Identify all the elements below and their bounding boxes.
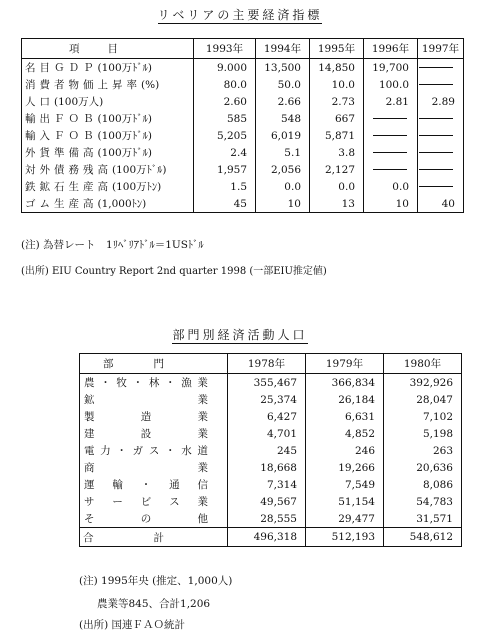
row-label: サ ー ビ ス 業 [84,496,208,508]
table-row [80,425,462,442]
cell-value: 14,850 [310,59,364,77]
table2-title: 部門別経済活動人口 [172,328,308,342]
table1-body [22,59,464,213]
economic-indicators-table [21,38,464,213]
cell-value: 7,549 [306,476,384,493]
row-label: 農 ・ 牧 ・ 林 ・ 漁 業 [84,377,208,389]
header-1995: 1995年 [310,39,364,59]
cell-value: 80.0 [194,76,256,93]
cell-value: 263 [384,442,462,459]
cell-value: 8,086 [384,476,462,493]
row-label: 電 力 ・ ガ ス ・ 水 道 [84,445,208,457]
table-row [80,374,462,392]
cell-value: 2.89 [418,93,464,110]
header-item: 項目 [22,39,194,59]
table2-source: (出所) 国連ＦＡＯ統計 [79,619,186,631]
table2-body [80,374,462,528]
cell-value: 10.0 [310,76,364,93]
cell-value: 3.8 [310,144,364,161]
header-1996: 1996年 [364,39,418,59]
header-1997: 1997年 [418,39,464,59]
table-row [22,93,464,110]
row-label: 消費者物価上昇率(%) [25,79,160,91]
table-header-row [80,354,462,374]
cell-value: 0.0 [310,178,364,195]
cell-value: 246 [306,442,384,459]
no-data-dash [418,59,464,77]
cell-value: 667 [310,110,364,127]
no-data-dash [364,144,418,161]
cell-value: 0.0 [364,178,418,195]
cell-value: 7,314 [228,476,306,493]
header-1980: 1980年 [384,354,462,374]
table1-source: (出所) EIU Country Report 2nd quarter 1998 (一部EIU推定値) [21,266,327,277]
table-row [22,178,464,195]
cell-value: 7,102 [384,408,462,425]
cell-value: 1,957 [194,161,256,178]
cell-value: 26,184 [306,391,384,408]
no-data-dash [364,127,418,144]
cell-value: 2,127 [310,161,364,178]
row-label: 輸入ＦＯＢ(100万ﾄﾞﾙ) [25,130,152,142]
cell-value: 2.81 [364,93,418,110]
cell-value: 2.73 [310,93,364,110]
row-label: 輸出ＦＯＢ(100万ﾄﾞﾙ) [25,113,152,125]
cell-value: 13,500 [256,59,310,77]
cell-value: 20,636 [384,459,462,476]
cell-value: 50.0 [256,76,310,93]
cell-value: 18,668 [228,459,306,476]
header-1993: 1993年 [194,39,256,59]
table-row [22,161,464,178]
cell-value: 29,477 [306,510,384,528]
row-label: 人口(100万人) [25,96,104,108]
cell-value: 51,154 [306,493,384,510]
cell-value: 10 [256,195,310,213]
table-row [80,459,462,476]
no-data-dash [418,161,464,178]
no-data-dash [418,76,464,93]
cell-value: 2.60 [194,93,256,110]
no-data-dash [364,110,418,127]
cell-value: 2.66 [256,93,310,110]
cell-value: 45 [194,195,256,213]
cell-value: 245 [228,442,306,459]
row-label: 製 造 業 [84,411,208,423]
cell-value: 9.000 [194,59,256,77]
cell-value: 392,926 [384,374,462,392]
cell-value: 40 [418,195,464,213]
row-label: 名目ＧＤＰ(100万ﾄﾞﾙ) [25,62,152,74]
cell-value: 49,567 [228,493,306,510]
cell-value: 5,205 [194,127,256,144]
table1-title: リベリアの主要経済指標 [157,8,323,22]
cell-value: 355,467 [228,374,306,392]
table-row [80,391,462,408]
cell-value: 585 [194,110,256,127]
total-1978: 496,318 [228,528,306,547]
cell-value: 2.4 [194,144,256,161]
cell-value: 10 [364,195,418,213]
row-label: ゴム生産高(1,000ﾄﾝ) [25,198,147,210]
cell-value: 5,198 [384,425,462,442]
total-label: 合計 [80,528,228,547]
row-label: そ の 他 [84,513,208,525]
cell-value: 28,555 [228,510,306,528]
cell-value: 4,701 [228,425,306,442]
row-label: 運 輸 ・ 通 信 [84,479,208,491]
cell-value: 19,266 [306,459,384,476]
total-1979: 512,193 [306,528,384,547]
total-1980: 548,612 [384,528,462,547]
row-label: 外貨準備高(100万ﾄﾞﾙ) [25,147,152,159]
no-data-dash [418,144,464,161]
table-row [22,110,464,127]
cell-value: 366,834 [306,374,384,392]
table-row [80,476,462,493]
cell-value: 25,374 [228,391,306,408]
table-row [80,493,462,510]
table-row [22,195,464,213]
cell-value: 31,571 [384,510,462,528]
cell-value: 0.0 [256,178,310,195]
cell-value: 4,852 [306,425,384,442]
row-label: 商 業 [84,462,208,474]
cell-value: 548 [256,110,310,127]
no-data-dash [418,110,464,127]
row-label: 対外債務残高(100万ﾄﾞﾙ) [25,164,167,176]
header-1994: 1994年 [256,39,310,59]
cell-value: 6,427 [228,408,306,425]
header-sector: 部門 [80,354,228,374]
no-data-dash [418,178,464,195]
cell-value: 5.1 [256,144,310,161]
row-label: 鉄鉱石生産高(100万ﾄﾝ) [25,181,162,193]
table-row [80,442,462,459]
table-row [80,408,462,425]
table-row [22,76,464,93]
cell-value: 5,871 [310,127,364,144]
table-row [22,59,464,77]
cell-value: 2,056 [256,161,310,178]
total-row [80,528,462,547]
no-data-dash [418,127,464,144]
header-1979: 1979年 [306,354,384,374]
cell-value: 28,047 [384,391,462,408]
cell-value: 100.0 [364,76,418,93]
cell-value: 19,700 [364,59,418,77]
row-label: 建 設 業 [84,428,208,440]
table-row [80,510,462,528]
table1-note-rate: (注) 為替レート 1ﾘﾍﾞﾘｱﾄﾞﾙ＝1USﾄﾞﾙ [21,239,204,251]
table-row [22,144,464,161]
header-1978: 1978年 [228,354,306,374]
labor-by-sector-table [79,353,462,547]
table2-note-detail: 農業等845、合計1,206 [97,598,211,610]
no-data-dash [364,161,418,178]
cell-value: 13 [310,195,364,213]
cell-value: 6,631 [306,408,384,425]
row-label: 鉱 業 [84,394,208,406]
table2-note: (注) 1995年央 (推定、1,000人) [79,575,233,587]
table-header-row [22,39,464,59]
cell-value: 6,019 [256,127,310,144]
cell-value: 54,783 [384,493,462,510]
table-row [22,127,464,144]
cell-value: 1.5 [194,178,256,195]
